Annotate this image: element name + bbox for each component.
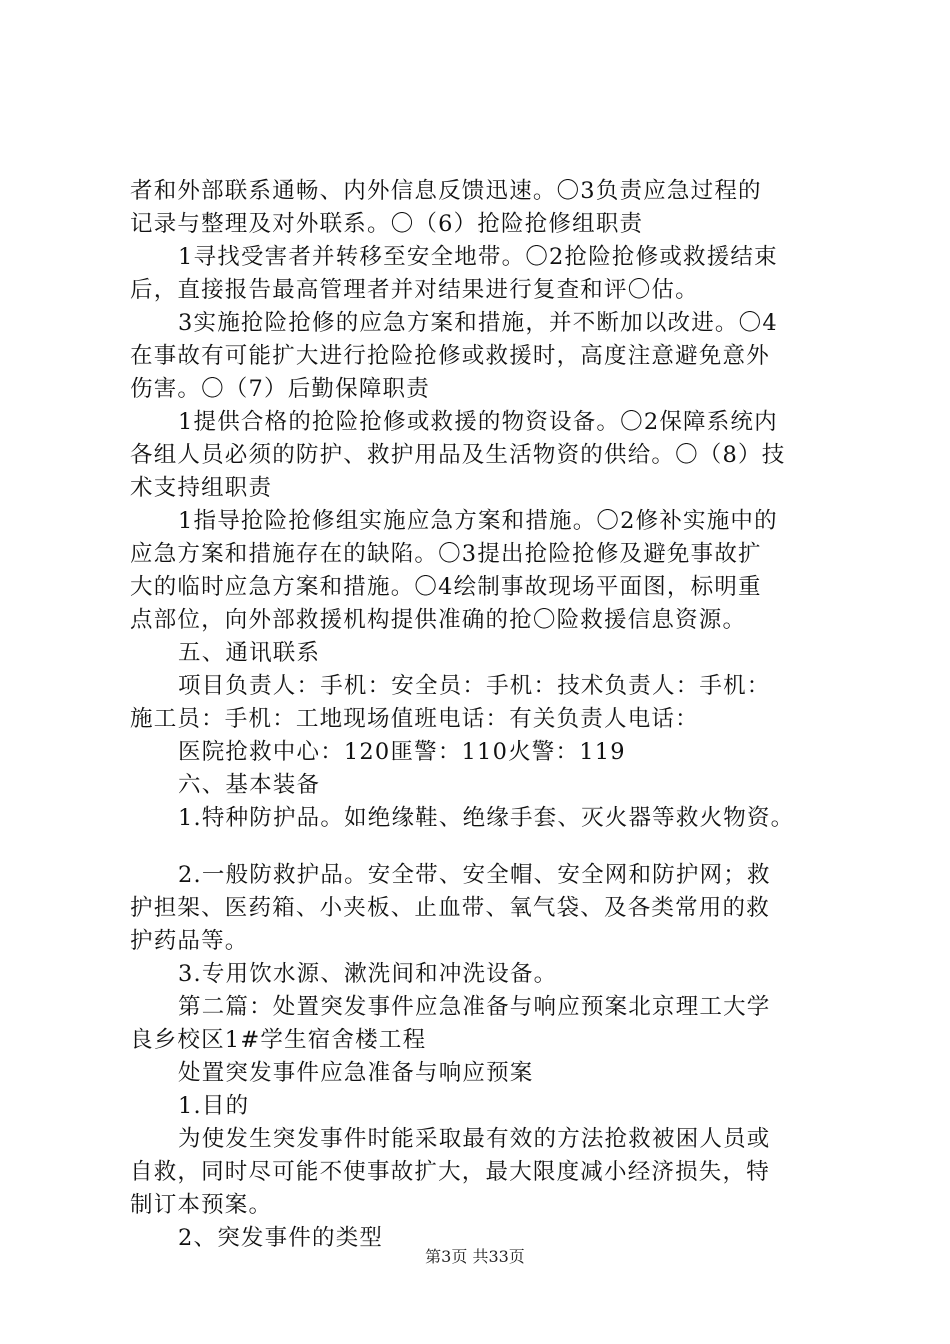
- text-line: 医院抢救中心：120匪警：110火警：119: [178, 739, 626, 765]
- text-line: 3.专用饮水源、漱洗间和冲洗设备。: [178, 961, 558, 987]
- text-line: 后，直接报告最高管理者并对结果进行复查和评〇估。: [130, 277, 699, 303]
- text-line: 第二篇：处置突发事件应急准备与响应预案北京理工大学: [178, 994, 771, 1020]
- text-line: 者和外部联系通畅、内外信息反馈迅速。〇3负责应急过程的: [130, 178, 762, 204]
- text-line: 六、基本装备: [178, 772, 321, 798]
- page-footer: 第3页 共33页: [425, 1247, 525, 1266]
- text-line: 记录与整理及对外联系。〇（6）抢险抢修组职责: [130, 211, 644, 237]
- text-line: 制订本预案。: [130, 1192, 273, 1218]
- text-line: 2、突发事件的类型: [178, 1225, 384, 1251]
- text-line: 1.特种防护品。如绝缘鞋、绝缘手套、灭火器等救火物资。: [178, 805, 795, 831]
- text-line: 2.一般防救护品。安全带、安全帽、安全网和防护网；救: [178, 862, 771, 888]
- text-line: 各组人员必须的防护、救护用品及生活物资的供给。〇（8）技: [130, 442, 786, 468]
- text-line: 伤害。〇（7）后勤保障职责: [130, 376, 430, 402]
- text-line: 1指导抢险抢修组实施应急方案和措施。〇2修补实施中的: [178, 508, 778, 534]
- text-line: 术支持组职责: [130, 475, 273, 501]
- text-line: 大的临时应急方案和措施。〇4绘制事故现场平面图，标明重: [130, 574, 762, 600]
- text-line: 1.目的: [178, 1093, 250, 1119]
- text-line: 自救，同时尽可能不使事故扩大，最大限度减小经济损失，特: [130, 1159, 770, 1185]
- text-line: 在事故有可能扩大进行抢险抢修或救援时，高度注意避免意外: [130, 343, 770, 369]
- text-line: 3实施抢险抢修的应急方案和措施，并不断加以改进。〇4: [178, 310, 778, 336]
- text-line: 良乡校区1#学生宿舍楼工程: [130, 1027, 427, 1053]
- document-body: [130, 175, 835, 1255]
- text-line: 项目负责人：手机：安全员：手机：技术负责人：手机：: [178, 673, 771, 699]
- text-line: 处置突发事件应急准备与响应预案: [178, 1060, 534, 1086]
- text-line: 为使发生突发事件时能采取最有效的方法抢救被困人员或: [178, 1126, 771, 1152]
- text-line: 五、通讯联系: [178, 640, 321, 666]
- text-line: 1寻找受害者并转移至安全地带。〇2抢险抢修或救援结束: [178, 244, 778, 270]
- text-line: 应急方案和措施存在的缺陷。〇3提出抢险抢修及避免事故扩: [130, 541, 762, 567]
- text-line: 施工员：手机：工地现场值班电话：有关负责人电话：: [130, 706, 699, 732]
- paragraph-gap: [130, 835, 835, 859]
- text-line: 护药品等。: [130, 928, 249, 954]
- text-line: 点部位，向外部救援机构提供准确的抢〇险救援信息资源。: [130, 607, 747, 633]
- text-line: 1提供合格的抢险抢修或救援的物资设备。〇2保障系统内: [178, 409, 778, 435]
- text-line: 护担架、医药箱、小夹板、止血带、氧气袋、及各类常用的救: [130, 895, 770, 921]
